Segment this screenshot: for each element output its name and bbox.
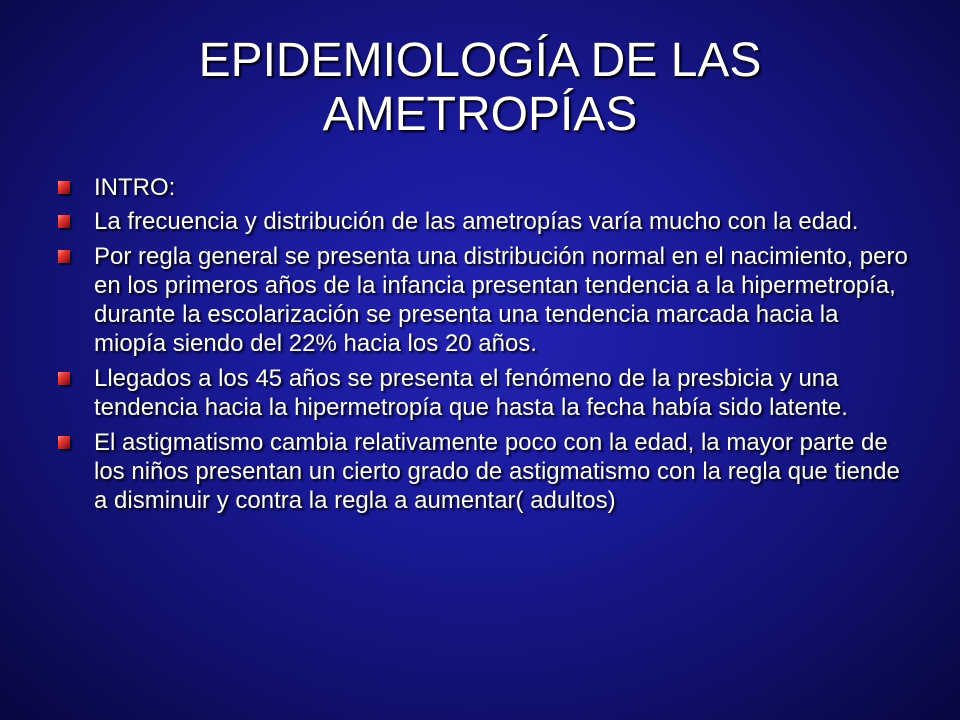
bullet-item-intro <box>58 173 908 202</box>
bullet-item-frequency <box>58 207 908 236</box>
red-square-bullet-icon <box>58 215 70 228</box>
red-square-bullet-icon <box>58 181 70 194</box>
bullet-item-astigmatism <box>58 428 908 515</box>
bullet-text: La frecuencia y distribución de las ametropías varía mucho con la edad. <box>94 208 859 235</box>
slide-title: EPIDEMIOLOGÍA DE LAS AMETROPÍAS <box>198 34 762 141</box>
bullet-text: INTRO: <box>94 174 176 201</box>
bullet-text: El astigmatismo cambia relativamente poco con la edad, la mayor parte de los niños presentan un cierto grado de astigmatismo con la regla que tiende a disminuir y contra la regla a aumentar( adultos) <box>94 429 900 514</box>
red-square-bullet-icon <box>58 436 70 449</box>
red-square-bullet-icon <box>58 372 70 385</box>
bullet-text: Por regla general se presenta una distribución normal en el nacimiento, pero en los primeros años de la infancia presentan tendencia a la hipermetropía, durante la escolarización se presenta una tendencia marcada hacia la miopía siendo del 22% hacia los 20 años. <box>94 243 908 357</box>
bullet-list <box>58 173 908 521</box>
bullet-item-presbyopia <box>58 364 908 422</box>
bullet-item-distribution <box>58 242 908 358</box>
bullet-text: Llegados a los 45 años se presenta el fenómeno de la presbicia y una tendencia hacia la hipermetropía que hasta la fecha había sido latente. <box>94 365 848 421</box>
red-square-bullet-icon <box>58 250 70 263</box>
